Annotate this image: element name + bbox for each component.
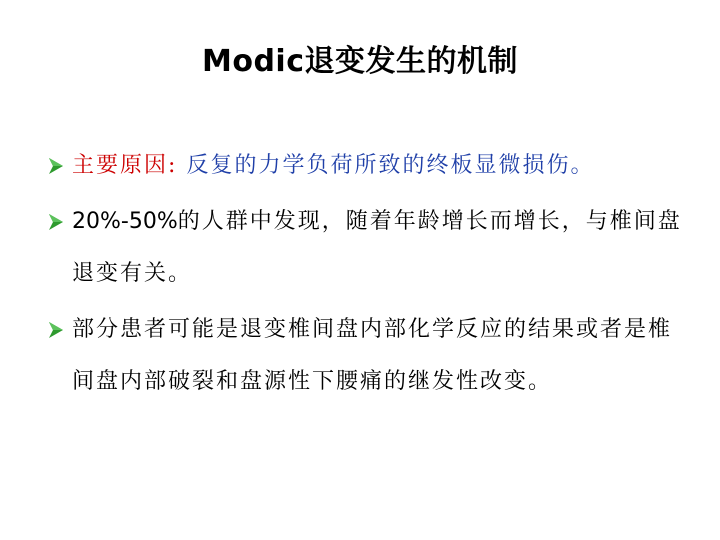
bullet-main-cause (48, 140, 688, 192)
secondary-change-text: 部分患者可能是退变椎间盘内部化学反应的结果或者是椎间盘内部破裂和盘源性下腰痛的继发性改变。 (72, 317, 673, 394)
main-cause-separator: : (168, 153, 178, 178)
green-arrowhead-icon (48, 157, 66, 175)
main-cause-label: 主要原因 (72, 153, 169, 178)
green-arrowhead-icon (48, 321, 66, 339)
main-cause-text: 反复的力学负荷所致的终板显微损伤。 (186, 153, 595, 178)
bullet-list (48, 140, 688, 412)
slide-title: Modic退变发生的机制 (201, 44, 518, 79)
prevalence-text: 的人群中发现，随着年龄增长而增长，与椎间盘退变有关。 (72, 209, 682, 286)
prevalence-percent: 20%-50% (72, 209, 178, 234)
bullet-prevalence (48, 196, 688, 300)
green-arrowhead-icon (48, 213, 66, 231)
bullet-secondary-change (48, 304, 688, 408)
